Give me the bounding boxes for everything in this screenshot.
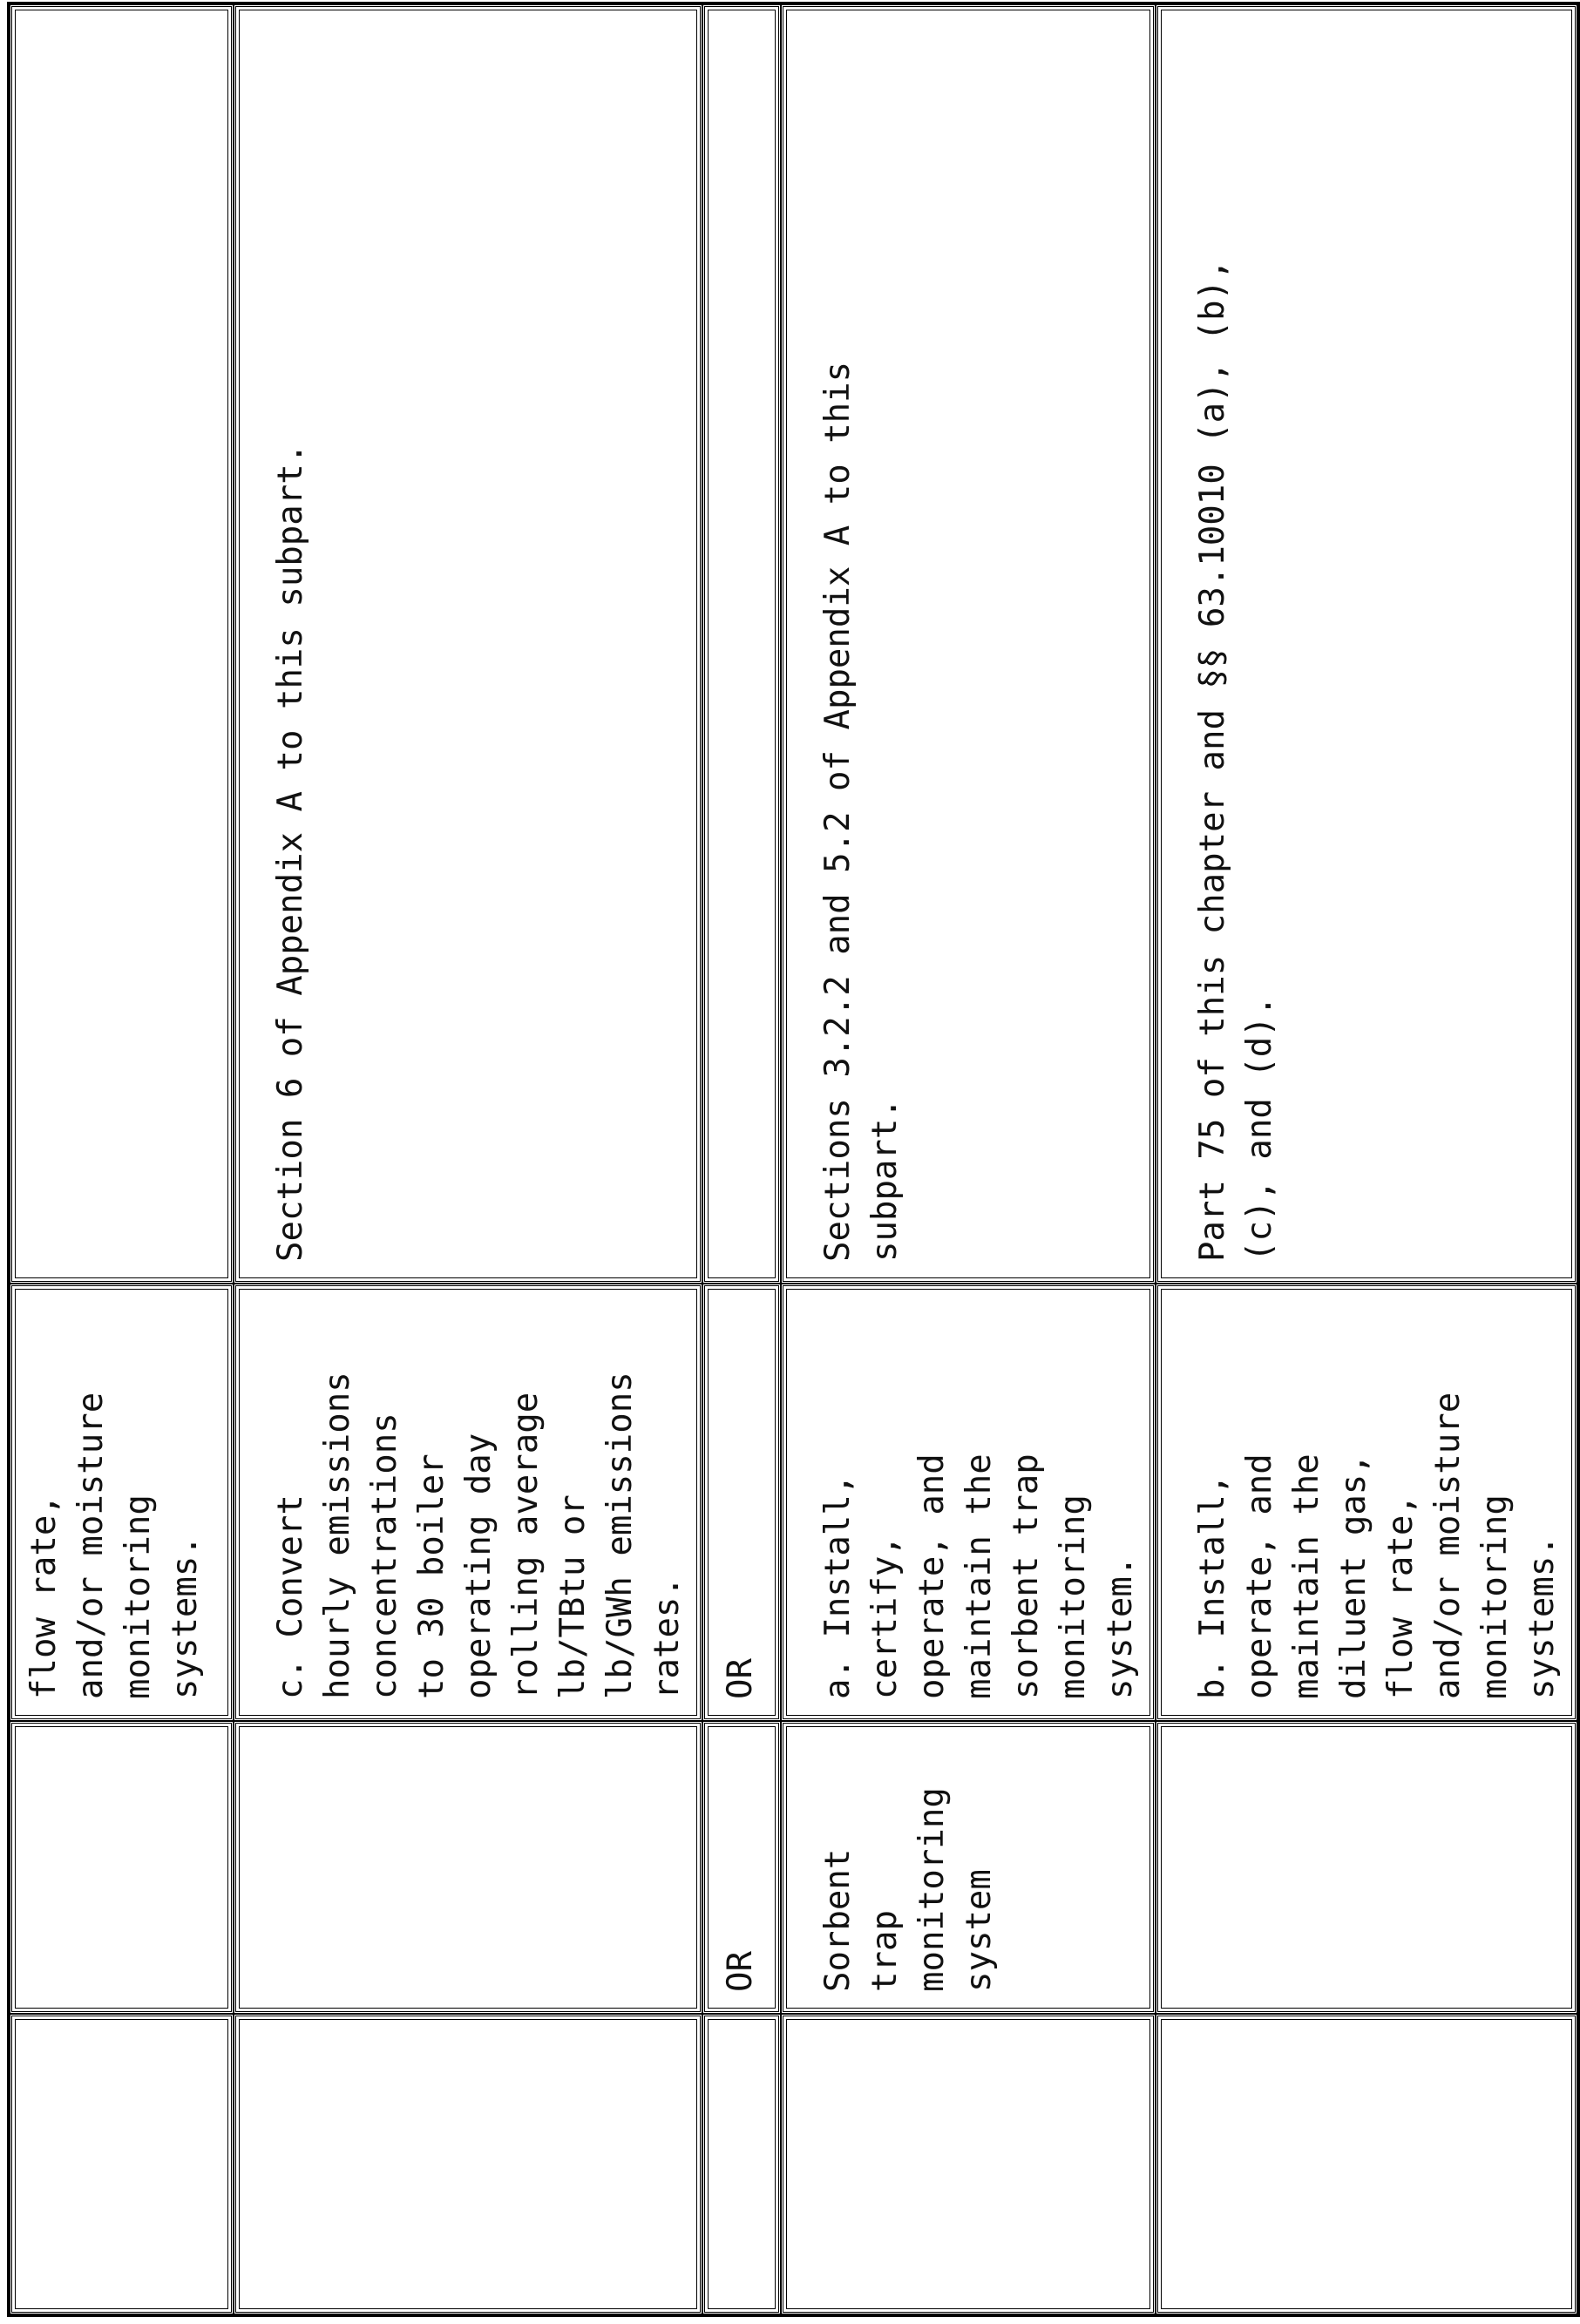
table-row (1156, 4, 1577, 2314)
table-cell (10, 4, 234, 1284)
table-cell: OR (702, 1284, 781, 1721)
table-row (702, 4, 781, 2314)
table-cell (1156, 2014, 1577, 2314)
table-cell: a. Install, certify, operate, and maintain the sorbent trap monitoring system. (781, 1284, 1156, 1721)
table-cell (234, 1721, 702, 2014)
table-cell (702, 2014, 781, 2314)
table-cell (702, 4, 781, 1284)
table-cell: b. Install, operate, and maintain the diluent gas, flow rate, and/or moisture monitoring systems. (1156, 1284, 1577, 1721)
table-cell: Sections 3.2.2 and 5.2 of Appendix A to this subpart. (781, 4, 1156, 1284)
table-cell: c. Convert hourly emissions concentrations to 30 boiler operating day rolling average lb/TBtu or lb/GWh emissions rates. (234, 1284, 702, 1721)
table-row (781, 4, 1156, 2314)
table-cell: Part 75 of this chapter and §§ 63.10010 (a), (b), (c), and (d). (1156, 4, 1577, 1284)
table-cell (10, 2014, 234, 2314)
table-cell: Section 6 of Appendix A to this subpart. (234, 4, 702, 1284)
regulation-table (7, 2, 1580, 2317)
table-cell (234, 2014, 702, 2314)
table-cell: Sorbent trap monitoring system (781, 1721, 1156, 2014)
table-cell (10, 1721, 234, 2014)
table-cell (1156, 1721, 1577, 2014)
table-cell: flow rate, and/or moisture monitoring systems. (10, 1284, 234, 1721)
table-cell: OR (702, 1721, 781, 2014)
table-row (10, 4, 234, 2314)
table-cell (781, 2014, 1156, 2314)
table-row (234, 4, 702, 2314)
